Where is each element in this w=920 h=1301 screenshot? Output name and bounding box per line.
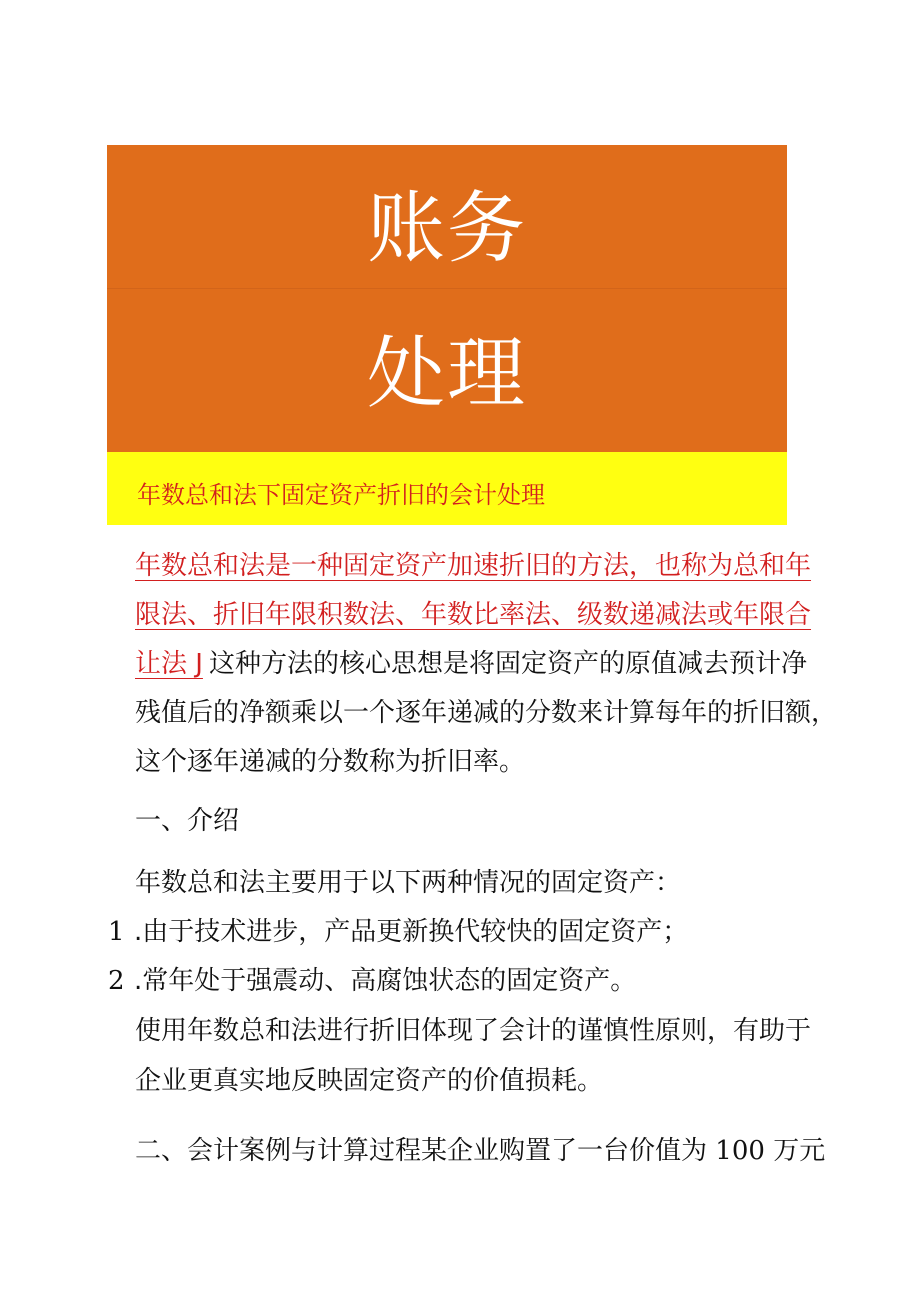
list-item-number: 1 bbox=[108, 917, 125, 947]
banner-divider bbox=[107, 288, 787, 289]
section-1-heading: 一、介绍 bbox=[135, 806, 240, 836]
banner-title-line-1: 账务 bbox=[366, 183, 527, 274]
section-2-heading bbox=[135, 1130, 825, 1167]
subtitle-bar bbox=[107, 452, 787, 525]
list-item-text: .由于技术进步，产品更新换代较快的固定资产； bbox=[134, 917, 689, 947]
list-item bbox=[108, 911, 688, 948]
intro-paragraph bbox=[135, 544, 837, 784]
banner-title-line-2: 处理 bbox=[366, 328, 527, 419]
intro-red-line-2: 限法、折旧年限积数法、年数比率法、级数递减法或年限合 bbox=[135, 600, 812, 630]
list-item bbox=[108, 960, 636, 997]
section-2-heading-number: 100 bbox=[715, 1136, 765, 1166]
section-2-heading-text: 二、会计案例与计算过程某企业购置了一台价值为 bbox=[135, 1136, 708, 1166]
document-subtitle: 年数总和法下固定资产折旧的会计处理 bbox=[137, 481, 545, 509]
section-1-summary-line-1: 使用年数总和法进行折旧体现了会计的谨慎性原则，有助于 bbox=[135, 1016, 812, 1046]
intro-red-line-1: 年数总和法是一种固定资产加速折旧的方法，也称为总和年 bbox=[135, 551, 812, 581]
intro-line-3-rest: 这种方法的核心思想是将固定资产的原值减去预计净 bbox=[208, 649, 807, 679]
intro-line-5: 这个逐年递减的分数称为折旧率。 bbox=[135, 747, 526, 777]
list-item-number: 2 bbox=[108, 966, 125, 996]
intro-line-4: 残值后的净额乘以一个逐年递减的分数来计算每年的折旧额， bbox=[135, 698, 838, 728]
section-2-heading-unit: 万元 bbox=[773, 1136, 826, 1166]
list-item-text: .常年处于强震动、高腐蚀状态的固定资产。 bbox=[134, 966, 637, 996]
title-banner bbox=[107, 145, 787, 452]
intro-red-line-3: 让法 J bbox=[135, 649, 203, 679]
section-1-lead: 年数总和法主要用于以下两种情况的固定资产： bbox=[135, 868, 682, 898]
section-1-summary-line-2: 企业更真实地反映固定资产的价值损耗。 bbox=[135, 1066, 604, 1096]
